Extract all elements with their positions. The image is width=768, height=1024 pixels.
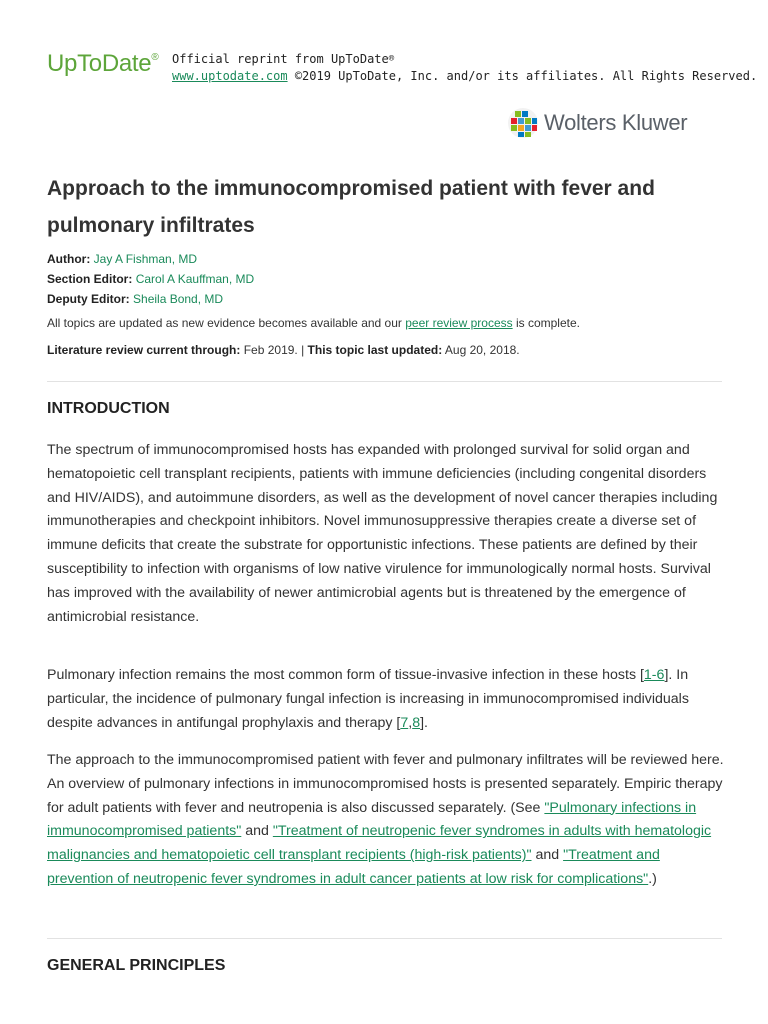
section-editor-label: Section Editor: — [47, 272, 133, 286]
peer-review-link[interactable]: peer review process — [405, 316, 513, 330]
last-updated-label: This topic last updated: — [307, 343, 443, 357]
author-label: Author: — [47, 252, 91, 266]
publisher-name: Wolters Kluwer — [544, 110, 688, 135]
uptodate-site-link[interactable]: www.uptodate.com — [172, 69, 288, 83]
lit-review-label: Literature review current through: — [47, 343, 241, 357]
divider — [47, 938, 722, 939]
section-heading-general-principles: GENERAL PRINCIPLES — [47, 957, 226, 974]
reprint-notice: Official reprint from UpToDate® www.uptodate.com ©2019 UpToDate, Inc. and/or its affiliates. All Rights Reserved. — [172, 52, 758, 83]
wolters-kluwer-emblem-icon — [507, 107, 541, 139]
lit-review-value: Feb 2019. | — [240, 343, 308, 357]
reprint-line: Official reprint from UpToDate — [172, 52, 389, 66]
deputy-editor-link[interactable]: Sheila Bond, MD — [133, 292, 224, 306]
intro-paragraph-3: The approach to the immunocompromised patient with fever and pulmonary infiltrates will be reviewed here. An overview of pulmonary infections in immunocompromised hosts is presented separately. Empiric therapy for adult patients with fever and neutropenia is also discussed separately. (See "Pulmonary infections in immunocompromised patients" and "Treatment of neutropenic fever syndromes in adults with hematologic malignancies and hematopoietic cell transplant recipients (high-risk patients)" and "Treatment and prevention of neutropenic fever syndromes in adult cancer patients at low risk for complications".) — [47, 752, 724, 887]
uptodate-logo[interactable]: UpToDate® — [47, 50, 159, 77]
section-heading-introduction: INTRODUCTION — [47, 400, 170, 417]
page-header — [0, 0, 768, 150]
intro-paragraph-2: Pulmonary infection remains the most common form of tissue-invasive infection in these hosts [1-6]. In particular, the incidence of pulmonary fungal infection is increasing in immunocompromised individuals despite advances in antifungal prophylaxis and therapy [7,8]. — [47, 667, 689, 731]
author-link[interactable]: Jay A Fishman, MD — [93, 252, 198, 266]
last-updated-value: Aug 20, 2018. — [442, 343, 520, 357]
citation-link[interactable]: 8 — [412, 714, 421, 731]
article-credits — [47, 249, 254, 309]
intro-paragraph-1: The spectrum of immunocompromised hosts has expanded with prolonged survival for solid organ and hematopoietic cell transplant recipients, patients with immune deficiencies (including congenital disorders and HIV/AIDS), and autoimmune disorders, as well as the development of novel cancer therapies including immunotherapies and checkpoint inhibitors. Novel immunosuppressive therapies create a diverse set of immune deficits that create the substrate for opportunistic infections. These patients are defined by their susceptibility to infection with organisms of low native virulence for immunologically normal hosts. Survival has improved with the availability of newer antimicrobial agents but is threatened by the emergence of antimicrobial resistance. — [47, 442, 718, 625]
topic-link-neutropenic-fever-high-risk[interactable]: "Treatment of neutropenic fever syndromes in adults with hematologic malignancies and hematopoietic cell transplant recipients (high-risk patients)" — [47, 823, 712, 864]
wolters-kluwer-logo — [507, 107, 687, 139]
copyright-text: ©2019 UpToDate, Inc. and/or its affiliates. All Rights Reserved. — [294, 69, 758, 83]
section-editor-link[interactable]: Carol A Kauffman, MD — [135, 272, 255, 286]
topic-link-pulmonary-infections[interactable]: "Pulmonary infections in immunocompromised patients" — [47, 799, 697, 840]
review-dates — [47, 341, 520, 359]
update-notice: All topics are updated as new evidence becomes available and our peer review process is complete. — [47, 316, 580, 330]
deputy-editor-label: Deputy Editor: — [47, 292, 130, 306]
divider — [47, 381, 722, 382]
topic-link-neutropenic-fever-low-risk[interactable]: "Treatment and prevention of neutropenic fever syndromes in adult cancer patients at low risk for complications" — [47, 847, 660, 887]
citation-link[interactable]: 1-6 — [643, 667, 665, 683]
article-title: Approach to the immunocompromised patient with fever and pulmonary infiltrates — [47, 177, 655, 237]
citation-link[interactable]: 7 — [400, 714, 409, 731]
